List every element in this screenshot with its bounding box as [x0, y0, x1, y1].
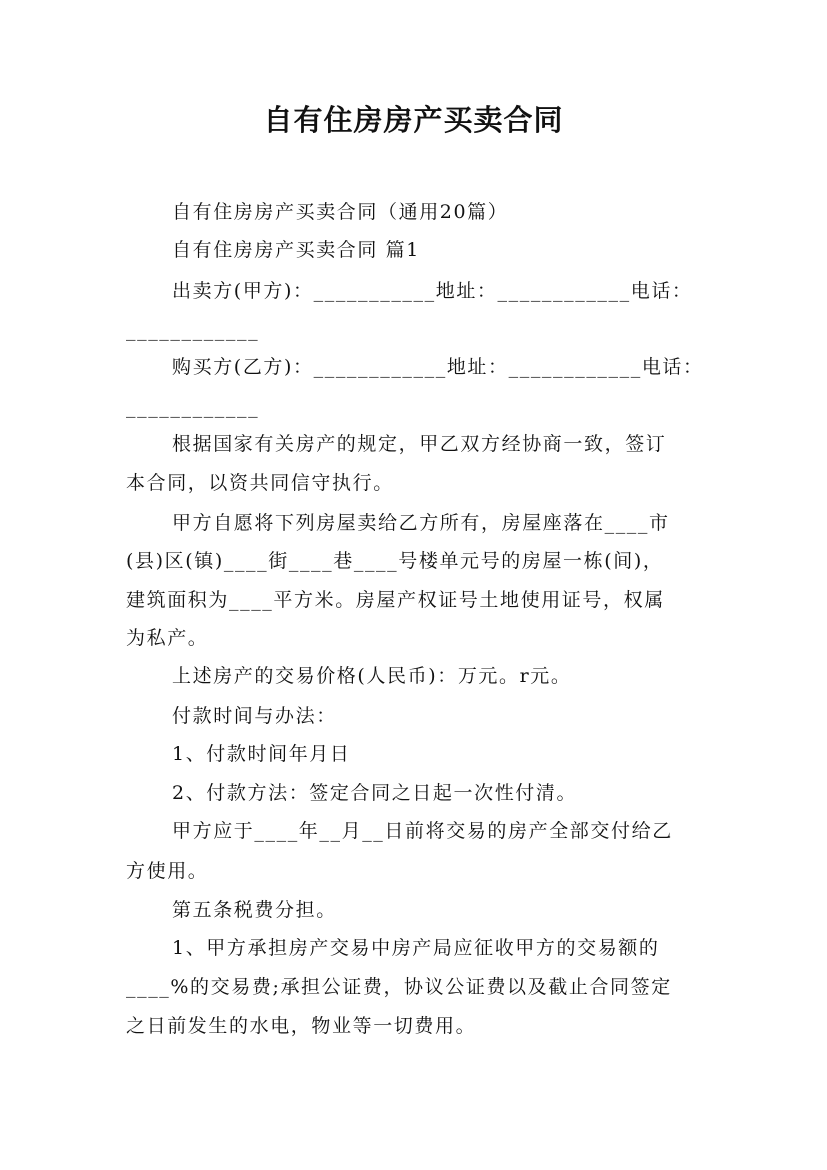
paragraph-line: 建筑面积为____平方米。房屋产权证号土地使用证号，权属: [126, 589, 665, 611]
buyer-phone-blank: ____________: [126, 396, 260, 418]
paragraph-line: 方使用。: [126, 860, 209, 882]
paragraph-line: (县)区(镇)____街____巷____号楼单元号的房屋一栋(间)，: [126, 550, 664, 572]
paragraph-line: 甲方应于____年__月__日前将交易的房产全部交付给乙: [172, 820, 673, 842]
paragraph-line: 甲方自愿将下列房屋卖给乙方所有，房屋座落在____市: [172, 512, 670, 534]
paragraph-line: 本合同，以资共同信守执行。: [126, 472, 394, 494]
seller-line: 出卖方(甲方)：___________地址：____________电话：: [172, 280, 693, 302]
paragraph-line: ____%的交易费;承担公证费，协议公证费以及截止合同签定: [126, 976, 672, 998]
subtitle-line: 自有住房房产买卖合同（通用20篇）: [172, 201, 509, 223]
document-title: 自有住房房产买卖合同: [263, 103, 564, 137]
paragraph-line: 上述房产的交易价格(人民币)：万元。r元。: [172, 665, 572, 687]
buyer-line: 购买方(乙方)：____________地址：____________电话：: [172, 356, 704, 378]
paragraph-line: 第五条税费分担。: [172, 899, 337, 921]
section-heading: 自有住房房产买卖合同 篇1: [172, 239, 420, 261]
paragraph-line: 之日前发生的水电，物业等一切费用。: [126, 1015, 477, 1037]
paragraph-line: 1、甲方承担房产交易中房产局应征收甲方的交易额的: [172, 937, 660, 959]
paragraph-line: 付款时间与办法：: [172, 705, 337, 727]
seller-phone-blank: ____________: [126, 319, 260, 341]
paragraph-line: 2、付款方法：签定合同之日起一次性付清。: [172, 782, 578, 804]
paragraph-line: 根据国家有关房产的规定，甲乙双方经协商一致，签订: [172, 433, 667, 455]
paragraph-line: 1、付款时间年月日: [172, 743, 351, 765]
paragraph-line: 为私产。: [126, 627, 209, 649]
